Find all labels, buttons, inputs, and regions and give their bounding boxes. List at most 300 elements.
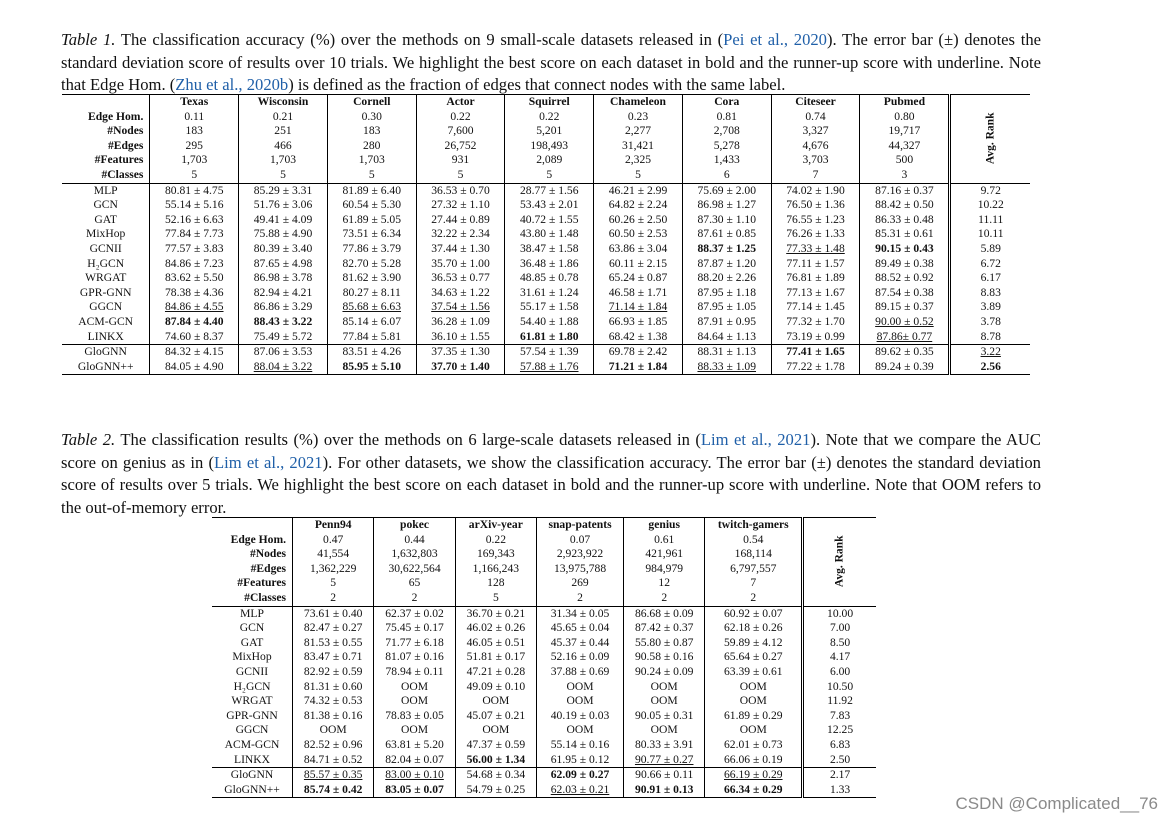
table-row <box>62 286 1030 301</box>
stat-value: 0.44 <box>374 533 455 548</box>
score-cell: 62.01 ± 0.73 <box>705 738 803 753</box>
stat-label: Edge Hom. <box>230 532 287 546</box>
citation-link[interactable]: Zhu et al., 2020b <box>175 75 289 94</box>
score-cell: 54.79 ± 0.25 <box>455 783 536 798</box>
score-cell: 84.05 ± 4.90 <box>150 360 239 375</box>
method-name: GPR-GNN <box>79 285 132 299</box>
stat-label: #Nodes <box>249 547 287 561</box>
score-cell: 82.92 ± 0.59 <box>293 665 374 680</box>
score-cell: 49.09 ± 0.10 <box>455 680 536 695</box>
stat-value: 5 <box>150 168 239 183</box>
score-cell: 55.14 ± 0.16 <box>537 738 624 753</box>
score-cell: 84.86 ± 7.23 <box>150 257 239 272</box>
table-row <box>212 636 876 651</box>
stat-value: 5 <box>327 168 416 183</box>
score-cell: 85.14 ± 6.07 <box>327 315 416 330</box>
avg-rank-value: 6.72 <box>950 257 1030 272</box>
stat-value: 6 <box>682 168 771 183</box>
score-cell: 64.82 ± 2.24 <box>594 198 683 213</box>
score-cell: 66.06 ± 0.19 <box>705 753 803 768</box>
stats-row <box>62 153 1030 168</box>
score-cell: 57.54 ± 1.39 <box>505 345 594 360</box>
score-cell: 90.77 ± 0.27 <box>624 753 705 768</box>
score-cell: 53.43 ± 2.01 <box>505 198 594 213</box>
table-row <box>212 783 876 798</box>
score-cell: 87.30 ± 1.10 <box>682 213 771 228</box>
stat-value: 44,327 <box>860 139 950 154</box>
avg-rank-value: 10.11 <box>950 227 1030 242</box>
score-cell: 87.95 ± 1.05 <box>682 300 771 315</box>
stat-value: 128 <box>455 576 536 591</box>
score-cell: 89.24 ± 0.39 <box>860 360 950 375</box>
stat-value: 0.22 <box>505 110 594 125</box>
score-cell: 85.95 ± 5.10 <box>327 360 416 375</box>
score-cell: 77.13 ± 1.67 <box>771 286 860 301</box>
score-cell: 87.95 ± 1.18 <box>682 286 771 301</box>
dataset-header: Chameleon <box>594 95 683 110</box>
score-cell: 90.15 ± 0.43 <box>860 242 950 257</box>
method-name: MLP <box>62 183 150 198</box>
score-cell: 87.91 ± 0.95 <box>682 315 771 330</box>
table-row <box>62 360 1030 375</box>
stat-value: 183 <box>150 124 239 139</box>
method-name: H₂GCN <box>233 679 271 693</box>
score-cell: 56.00 ± 1.34 <box>455 753 536 768</box>
stat-value: 295 <box>150 139 239 154</box>
method-name: GCN <box>93 198 118 212</box>
score-cell: 85.68 ± 6.63 <box>327 300 416 315</box>
avg-rank-value: 2.56 <box>950 360 1030 375</box>
score-cell: 78.94 ± 0.11 <box>374 665 455 680</box>
dataset-header: Actor <box>416 95 505 110</box>
stat-value: 5 <box>239 168 328 183</box>
score-cell: 55.80 ± 0.87 <box>624 636 705 651</box>
score-cell: 80.81 ± 4.75 <box>150 183 239 198</box>
score-cell: 88.04 ± 3.22 <box>239 360 328 375</box>
stat-value: 2 <box>293 591 374 606</box>
score-cell: 34.63 ± 1.22 <box>416 286 505 301</box>
score-cell: 83.62 ± 5.50 <box>150 271 239 286</box>
score-cell: 52.16 ± 6.63 <box>150 213 239 228</box>
score-cell: 46.58 ± 1.71 <box>594 286 683 301</box>
score-cell: 82.47 ± 0.27 <box>293 621 374 636</box>
score-cell: 88.33 ± 1.09 <box>682 360 771 375</box>
score-cell: 84.32 ± 4.15 <box>150 345 239 360</box>
score-cell: 47.21 ± 0.28 <box>455 665 536 680</box>
score-cell: 60.50 ± 2.53 <box>594 227 683 242</box>
citation-link[interactable]: Pei et al., 2020 <box>723 30 827 49</box>
avg-rank-value: 2.17 <box>803 768 876 783</box>
stats-row <box>62 168 1030 183</box>
score-cell: 87.84 ± 4.40 <box>150 315 239 330</box>
stats-row <box>212 591 876 606</box>
stat-value: 183 <box>327 124 416 139</box>
score-cell: 74.32 ± 0.53 <box>293 694 374 709</box>
stat-label: #Classes <box>101 167 144 181</box>
score-cell: 84.71 ± 0.52 <box>293 753 374 768</box>
score-cell: 52.16 ± 0.09 <box>537 650 624 665</box>
score-cell: 45.65 ± 0.04 <box>537 621 624 636</box>
stats-row <box>212 576 876 591</box>
dataset-header: arXiv-year <box>455 518 536 533</box>
stat-value: 3,703 <box>771 153 860 168</box>
table-row <box>212 621 876 636</box>
avg-rank-value: 4.17 <box>803 650 876 665</box>
score-cell: 85.74 ± 0.42 <box>293 783 374 798</box>
score-cell: 75.88 ± 4.90 <box>239 227 328 242</box>
score-cell: 88.31 ± 1.13 <box>682 345 771 360</box>
score-cell: OOM <box>374 680 455 695</box>
score-cell: 84.64 ± 1.13 <box>682 330 771 345</box>
score-cell: 62.09 ± 0.27 <box>537 768 624 783</box>
citation-link[interactable]: Lim et al., 2021 <box>214 452 323 472</box>
score-cell: 65.24 ± 0.87 <box>594 271 683 286</box>
score-cell: 73.61 ± 0.40 <box>293 606 374 621</box>
avg-rank-value: 8.78 <box>950 330 1030 345</box>
score-cell: 35.70 ± 1.00 <box>416 257 505 272</box>
score-cell: 45.07 ± 0.21 <box>455 709 536 724</box>
stat-value: 1,362,229 <box>293 562 374 577</box>
score-cell: 84.86 ± 4.55 <box>150 300 239 315</box>
score-cell: 62.03 ± 0.21 <box>537 783 624 798</box>
method-name: GCNII <box>89 241 122 255</box>
score-cell: 61.81 ± 1.80 <box>505 330 594 345</box>
score-cell: 36.10 ± 1.55 <box>416 330 505 345</box>
score-cell: 89.15 ± 0.37 <box>860 300 950 315</box>
stat-value: 3,327 <box>771 124 860 139</box>
score-cell: 54.68 ± 0.34 <box>455 768 536 783</box>
score-cell: 81.62 ± 3.90 <box>327 271 416 286</box>
avg-rank-header: Avg. Rank <box>803 518 876 607</box>
stat-value: 3 <box>860 168 950 183</box>
score-cell: 87.86± 0.77 <box>860 330 950 345</box>
stat-value: 0.11 <box>150 110 239 125</box>
table-row <box>212 650 876 665</box>
score-cell: 46.21 ± 2.99 <box>594 183 683 198</box>
table1-caption-label: Table 1. <box>61 30 116 49</box>
score-cell: 86.98 ± 1.27 <box>682 198 771 213</box>
table-row <box>212 723 876 738</box>
score-cell: 36.28 ± 1.09 <box>416 315 505 330</box>
score-cell: 77.41 ± 1.65 <box>771 345 860 360</box>
score-cell: 88.37 ± 1.25 <box>682 242 771 257</box>
method-name: GGCN <box>235 723 269 737</box>
score-cell: 60.26 ± 2.50 <box>594 213 683 228</box>
dataset-header: Citeseer <box>771 95 860 110</box>
score-cell: 78.38 ± 4.36 <box>150 286 239 301</box>
stats-row <box>62 139 1030 154</box>
method-name: MixHop <box>232 650 272 664</box>
stat-value: 19,717 <box>860 124 950 139</box>
stat-value: 466 <box>239 139 328 154</box>
method-name: GloGNN <box>212 768 293 783</box>
avg-rank-value: 7.00 <box>803 621 876 636</box>
stat-value: 984,979 <box>624 562 705 577</box>
stat-value: 5 <box>293 576 374 591</box>
method-name: GPR-GNN <box>226 708 278 722</box>
score-cell: 75.69 ± 2.00 <box>682 183 771 198</box>
dataset-header: Squirrel <box>505 95 594 110</box>
stat-value: 0.80 <box>860 110 950 125</box>
score-cell: 75.45 ± 0.17 <box>374 621 455 636</box>
dataset-header: twitch-gamers <box>705 518 803 533</box>
avg-rank-value: 8.83 <box>950 286 1030 301</box>
score-cell: 90.00 ± 0.52 <box>860 315 950 330</box>
stat-value: 2 <box>705 591 803 606</box>
method-name: GCNII <box>235 664 269 678</box>
score-cell: 43.80 ± 1.48 <box>505 227 594 242</box>
score-cell: 63.39 ± 0.61 <box>705 665 803 680</box>
stat-value: 7,600 <box>416 124 505 139</box>
stat-value: 7 <box>771 168 860 183</box>
avg-rank-value: 5.89 <box>950 242 1030 257</box>
score-cell: 86.33 ± 0.48 <box>860 213 950 228</box>
stat-label: #Edges <box>250 561 287 575</box>
stat-value: 4,676 <box>771 139 860 154</box>
citation-link[interactable]: Lim et al., 2021 <box>700 430 811 449</box>
table-row <box>62 300 1030 315</box>
table-row <box>62 227 1030 242</box>
stat-value: 5 <box>505 168 594 183</box>
stat-value: 0.22 <box>455 533 536 548</box>
stat-label: #Edges <box>107 138 144 152</box>
stats-row <box>62 124 1030 139</box>
score-cell: 77.11 ± 1.57 <box>771 257 860 272</box>
stat-value: 2 <box>624 591 705 606</box>
method-name: GloGNN++ <box>62 360 150 375</box>
stat-value: 269 <box>537 576 624 591</box>
score-cell: 76.81 ± 1.89 <box>771 271 860 286</box>
stat-value: 2,277 <box>594 124 683 139</box>
table-row <box>62 198 1030 213</box>
stat-value: 1,632,803 <box>374 547 455 562</box>
stat-value: 1,703 <box>239 153 328 168</box>
table-row <box>212 694 876 709</box>
table-row <box>62 330 1030 345</box>
score-cell: 87.16 ± 0.37 <box>860 183 950 198</box>
dataset-header: pokec <box>374 518 455 533</box>
table-row <box>212 768 876 783</box>
table-row <box>212 665 876 680</box>
stat-value: 31,421 <box>594 139 683 154</box>
score-cell: 40.19 ± 0.03 <box>537 709 624 724</box>
stat-value: 500 <box>860 153 950 168</box>
score-cell: 63.86 ± 3.04 <box>594 242 683 257</box>
stat-value: 0.81 <box>682 110 771 125</box>
method-name: ACM-GCN <box>78 314 134 328</box>
table-row <box>212 709 876 724</box>
score-cell: OOM <box>705 694 803 709</box>
score-cell: 85.29 ± 3.31 <box>239 183 328 198</box>
dataset-header: Pubmed <box>860 95 950 110</box>
method-name: GloGNN <box>62 345 150 360</box>
dataset-header: snap-patents <box>537 518 624 533</box>
avg-rank-value: 8.50 <box>803 636 876 651</box>
stat-value: 1,703 <box>150 153 239 168</box>
score-cell: 83.51 ± 4.26 <box>327 345 416 360</box>
score-cell: 87.06 ± 3.53 <box>239 345 328 360</box>
method-name: ACM-GCN <box>224 737 280 751</box>
score-cell: 46.02 ± 0.26 <box>455 621 536 636</box>
avg-rank-header: Avg. Rank <box>950 95 1030 184</box>
stat-value: 26,752 <box>416 139 505 154</box>
stat-value: 931 <box>416 153 505 168</box>
stat-value: 0.30 <box>327 110 416 125</box>
method-name: MLP <box>212 606 293 621</box>
score-cell: 81.31 ± 0.60 <box>293 680 374 695</box>
score-cell: 28.77 ± 1.56 <box>505 183 594 198</box>
avg-rank-value: 6.00 <box>803 665 876 680</box>
score-cell: 37.70 ± 1.40 <box>416 360 505 375</box>
stat-value: 0.74 <box>771 110 860 125</box>
score-cell: 36.48 ± 1.86 <box>505 257 594 272</box>
score-cell: OOM <box>374 723 455 738</box>
avg-rank-value: 12.25 <box>803 723 876 738</box>
score-cell: 61.89 ± 5.05 <box>327 213 416 228</box>
score-cell: 48.85 ± 0.78 <box>505 271 594 286</box>
score-cell: OOM <box>455 694 536 709</box>
score-cell: 60.92 ± 0.07 <box>705 606 803 621</box>
dataset-header: genius <box>624 518 705 533</box>
stat-value: 421,961 <box>624 547 705 562</box>
score-cell: OOM <box>624 723 705 738</box>
method-name: H₂GCN <box>87 256 125 270</box>
avg-rank-value: 11.92 <box>803 694 876 709</box>
score-cell: OOM <box>293 723 374 738</box>
score-cell: 36.70 ± 0.21 <box>455 606 536 621</box>
score-cell: 82.52 ± 0.96 <box>293 738 374 753</box>
score-cell: 66.19 ± 0.29 <box>705 768 803 783</box>
corner-cell <box>62 95 150 110</box>
table2 <box>212 517 876 798</box>
avg-rank-value: 3.78 <box>950 315 1030 330</box>
stat-value: 0.47 <box>293 533 374 548</box>
score-cell: 40.72 ± 1.55 <box>505 213 594 228</box>
score-cell: 60.54 ± 5.30 <box>327 198 416 213</box>
stat-value: 0.07 <box>537 533 624 548</box>
stat-value: 169,343 <box>455 547 536 562</box>
stat-value: 12 <box>624 576 705 591</box>
stat-value: 0.22 <box>416 110 505 125</box>
method-name: LINKX <box>233 752 271 766</box>
score-cell: 83.47 ± 0.71 <box>293 650 374 665</box>
stat-label: #Classes <box>244 590 287 604</box>
score-cell: 80.33 ± 3.91 <box>624 738 705 753</box>
stat-value: 5 <box>416 168 505 183</box>
table-row <box>62 345 1030 360</box>
method-name: WRGAT <box>85 271 127 285</box>
stats-row <box>212 547 876 562</box>
table-row <box>212 606 876 621</box>
score-cell: 88.52 ± 0.92 <box>860 271 950 286</box>
score-cell: 62.18 ± 0.26 <box>705 621 803 636</box>
stat-value: 251 <box>239 124 328 139</box>
score-cell: 49.41 ± 4.09 <box>239 213 328 228</box>
stat-value: 7 <box>705 576 803 591</box>
score-cell: 81.38 ± 0.16 <box>293 709 374 724</box>
avg-rank-value: 1.33 <box>803 783 876 798</box>
score-cell: 61.95 ± 0.12 <box>537 753 624 768</box>
avg-rank-value: 9.72 <box>950 183 1030 198</box>
score-cell: 31.34 ± 0.05 <box>537 606 624 621</box>
score-cell: 63.81 ± 5.20 <box>374 738 455 753</box>
score-cell: 86.98 ± 3.78 <box>239 271 328 286</box>
score-cell: 77.32 ± 1.70 <box>771 315 860 330</box>
stat-value: 5,201 <box>505 124 594 139</box>
score-cell: 83.05 ± 0.07 <box>374 783 455 798</box>
score-cell: 55.14 ± 5.16 <box>150 198 239 213</box>
stat-value: 168,114 <box>705 547 803 562</box>
stat-value: 2 <box>537 591 624 606</box>
score-cell: 88.43 ± 3.22 <box>239 315 328 330</box>
score-cell: 81.53 ± 0.55 <box>293 636 374 651</box>
dataset-header: Cornell <box>327 95 416 110</box>
dataset-header: Texas <box>150 95 239 110</box>
table-row <box>62 213 1030 228</box>
method-name: GAT <box>94 212 117 226</box>
score-cell: 45.37 ± 0.44 <box>537 636 624 651</box>
score-cell: 77.57 ± 3.83 <box>150 242 239 257</box>
score-cell: 65.64 ± 0.27 <box>705 650 803 665</box>
score-cell: 73.19 ± 0.99 <box>771 330 860 345</box>
score-cell: OOM <box>624 694 705 709</box>
table2-caption: Table 2. The classification results (%) over the methods on 6 large-scale datasets released in (Lim et al., 2021). Note that we compare the AUC score on genius as in (Lim et al., 2021). For other datasets, we show the classification accuracy. The error bar (±) denotes the standard deviation score of results over 5 trials. We highlight the best score on each dataset in bold and the runner-up score with underline. Note that OOM refers to the out-of-memory error. <box>61 430 1041 517</box>
stat-value: 2,089 <box>505 153 594 168</box>
score-cell: 55.17 ± 1.58 <box>505 300 594 315</box>
score-cell: OOM <box>705 723 803 738</box>
score-cell: 27.44 ± 0.89 <box>416 213 505 228</box>
table-row <box>62 257 1030 272</box>
score-cell: 87.54 ± 0.38 <box>860 286 950 301</box>
score-cell: 71.21 ± 1.84 <box>594 360 683 375</box>
dataset-header: Cora <box>682 95 771 110</box>
table-row <box>62 271 1030 286</box>
score-cell: 27.32 ± 1.10 <box>416 198 505 213</box>
score-cell: 82.70 ± 5.28 <box>327 257 416 272</box>
score-cell: 81.07 ± 0.16 <box>374 650 455 665</box>
stat-value: 5 <box>594 168 683 183</box>
score-cell: 77.84 ± 7.73 <box>150 227 239 242</box>
score-cell: 77.86 ± 3.79 <box>327 242 416 257</box>
stat-value: 65 <box>374 576 455 591</box>
table1-caption: Table 1. The classification accuracy (%) over the methods on 9 small-scale datasets released in (Pei et al., 2020). The error bar (±) denotes the standard deviation score of results over 10 trials. We highlight the best score on each dataset in bold and the runner-up score with underline. Note that Edge Hom. (Zhu et al., 2020b) is defined as the fraction of edges that connect nodes with the same label. <box>61 30 1041 94</box>
score-cell: 73.51 ± 6.34 <box>327 227 416 242</box>
table2-caption-label: Table 2. <box>61 430 116 449</box>
score-cell: 71.77 ± 6.18 <box>374 636 455 651</box>
stat-value: 13,975,788 <box>537 562 624 577</box>
score-cell: 66.34 ± 0.29 <box>705 783 803 798</box>
method-name: LINKX <box>87 329 124 343</box>
stat-value: 30,622,564 <box>374 562 455 577</box>
score-cell: 87.87 ± 1.20 <box>682 257 771 272</box>
score-cell: 82.94 ± 4.21 <box>239 286 328 301</box>
score-cell: 77.22 ± 1.78 <box>771 360 860 375</box>
avg-rank-value: 10.50 <box>803 680 876 695</box>
score-cell: OOM <box>374 694 455 709</box>
stat-value: 0.21 <box>239 110 328 125</box>
avg-rank-value: 3.22 <box>950 345 1030 360</box>
score-cell: 61.89 ± 0.29 <box>705 709 803 724</box>
stat-value: 1,433 <box>682 153 771 168</box>
avg-rank-value: 2.50 <box>803 753 876 768</box>
stat-label: #Nodes <box>107 124 144 138</box>
score-cell: 37.88 ± 0.69 <box>537 665 624 680</box>
score-cell: 90.24 ± 0.09 <box>624 665 705 680</box>
score-cell: 82.04 ± 0.07 <box>374 753 455 768</box>
stats-row <box>212 562 876 577</box>
stat-value: 41,554 <box>293 547 374 562</box>
watermark: CSDN @Complicated__76 <box>955 794 1158 813</box>
